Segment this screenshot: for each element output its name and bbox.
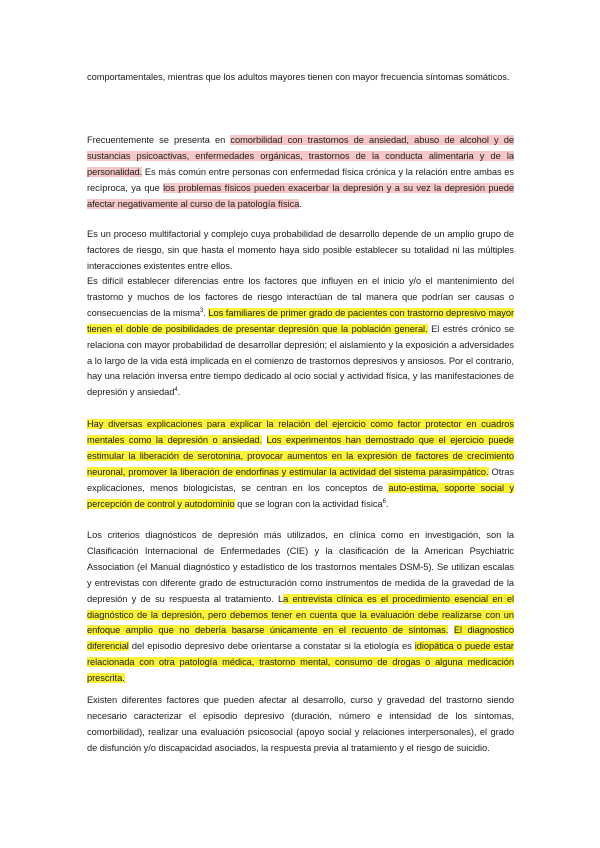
body-text: Los criterios diagnósticos de depresión más utilizados, en clínica como en investigación, son la Clasificación Internacional de Enfermedades (CIE) y la clasificación de la American Psychiatric Association (el Manual diagnóstico y estadístico de los trastornos mentales DSM-5). Se utilizan escalas y entrevistas con diferente grado de estructuración como instrumentos de medida de la gravedad de la depresión y de su respuesta al tratamiento. L (87, 530, 514, 604)
yellow-highlighted-text: El diagnostico diferencial (87, 625, 514, 652)
body-text: Es más común entre personas con enfermedad física crónica y la relación entre ambas es recíproca, ya que (87, 166, 514, 193)
paragraph-comorbidity (87, 133, 514, 213)
body-text: comportamentales, mientras que los adultos mayores tienen con mayor frecuencia síntomas somáticos. (87, 72, 510, 82)
body-text (448, 625, 454, 635)
body-text: . (385, 498, 389, 509)
paragraph-exercise (87, 417, 514, 512)
yellow-highlighted-text: Los familiares de primer grado de pacientes con trastorno depresivo mayor tienen el doble de posibilidades de presentar depresión que la población general. (87, 307, 514, 334)
pink-highlighted-text: los problemas físicos pueden exacerbar la depresión y a su vez la depresión puede afectar negativamente al curso de la patología física (87, 182, 514, 209)
yellow-highlighted-text: a entrevista clínica es el procedimiento esencial en el diagnóstico de la depresión, pero debemos tener en cuenta que la evaluación debe realizarse con un enfoque amplio que no debería basarse únicamente en el recuento de síntomas. (87, 593, 514, 636)
yellow-highlighted-text: Hay diversas explicaciones para explicar la relación del ejercicio como factor protector en cuadros mentales como la depresión o ansiedad. (87, 419, 514, 445)
body-text: del episodio depresivo debe orientarse a constatar si la etiología es (128, 641, 415, 652)
body-text: Frecuentemente se presenta en (87, 135, 231, 145)
pink-highlighted-text: comorbilidad con trastornos de ansiedad, abuso de alcohol y de sustancias psicoactivas, enfermedades orgánicas, trastornos de la conducta alimentaria y de la personalidad. (87, 135, 515, 177)
citation-superscript: 4 (174, 387, 178, 394)
body-text (262, 435, 267, 445)
yellow-highlighted-text: Los experimentos han demostrado que el ejercicio puede estimular la liberación de serotonina, provocar aumentos en la expresión de factores de crecimiento neuronal, promover la liberación de endorfinas y estimular la actividad del sistema parasimpático. (87, 434, 514, 477)
paragraph-multifactorial (87, 227, 514, 275)
paragraph-intro-end (87, 70, 514, 86)
body-text: Es difícil establecer diferencias entre los factores que influyen en el inicio y/o el mantenimiento del trastorno y muchos de los factores de riesgo interactúan de tal manera que podrían ser causas o consecuencias de la misma (87, 276, 514, 318)
paragraph-assessment (87, 693, 514, 757)
paragraph-risk-factors (87, 274, 514, 401)
body-text: . (203, 307, 209, 318)
body-text: El estrés crónico se relaciona con mayor probabilidad de desarrollar depresión; el aislamiento y la exposición a adversidades a lo largo de la vida está implicada en el comienzo de trastornos depresivos y ansiosos. Por el contrario, hay una relación inversa entre tiempo dedicado al ocio social y actividad física, y las manifestaciones de depresión y ansiedad (87, 323, 515, 398)
yellow-highlighted-text: auto-estima, soporte social y percepción de control y autodominio (87, 482, 514, 509)
body-text: Es un proceso multifactorial y complejo cuya probabilidad de desarrollo depende de un amplio grupo de factores de riesgo, sin que hasta el momento haya sido posible establecer su totalidad ni las múltiples interacciones existentes entre ellos. (87, 229, 514, 271)
body-text: que se logran con la actividad física (234, 498, 383, 509)
body-text: . (299, 198, 302, 209)
body-text: . (177, 387, 181, 398)
paragraph-diagnosis (87, 528, 514, 687)
yellow-highlighted-text: idiopática o puede estar relacionada con otra patología médica, trastorno mental, consumo de drogas o alguna medicación prescrita. (87, 641, 514, 684)
citation-superscript: 6 (382, 498, 386, 505)
body-text: Otras explicaciones, menos biologicistas, se centran en los conceptos de (87, 466, 514, 493)
citation-superscript: 3 (200, 307, 204, 314)
body-text: Existen diferentes factores que pueden afectar al desarrollo, curso y gravedad del trastorno siendo necesario caracterizar el episodio depresivo (duración, número e intensidad de los síntomas, comorbilidad), realizar una evaluación psicosocial (apoyo social y relaciones interpersonales), el grado de disfunción y/o discapacidad asociados, la respuesta previa al tratamiento y el riesgo de suicidio. (87, 695, 514, 753)
